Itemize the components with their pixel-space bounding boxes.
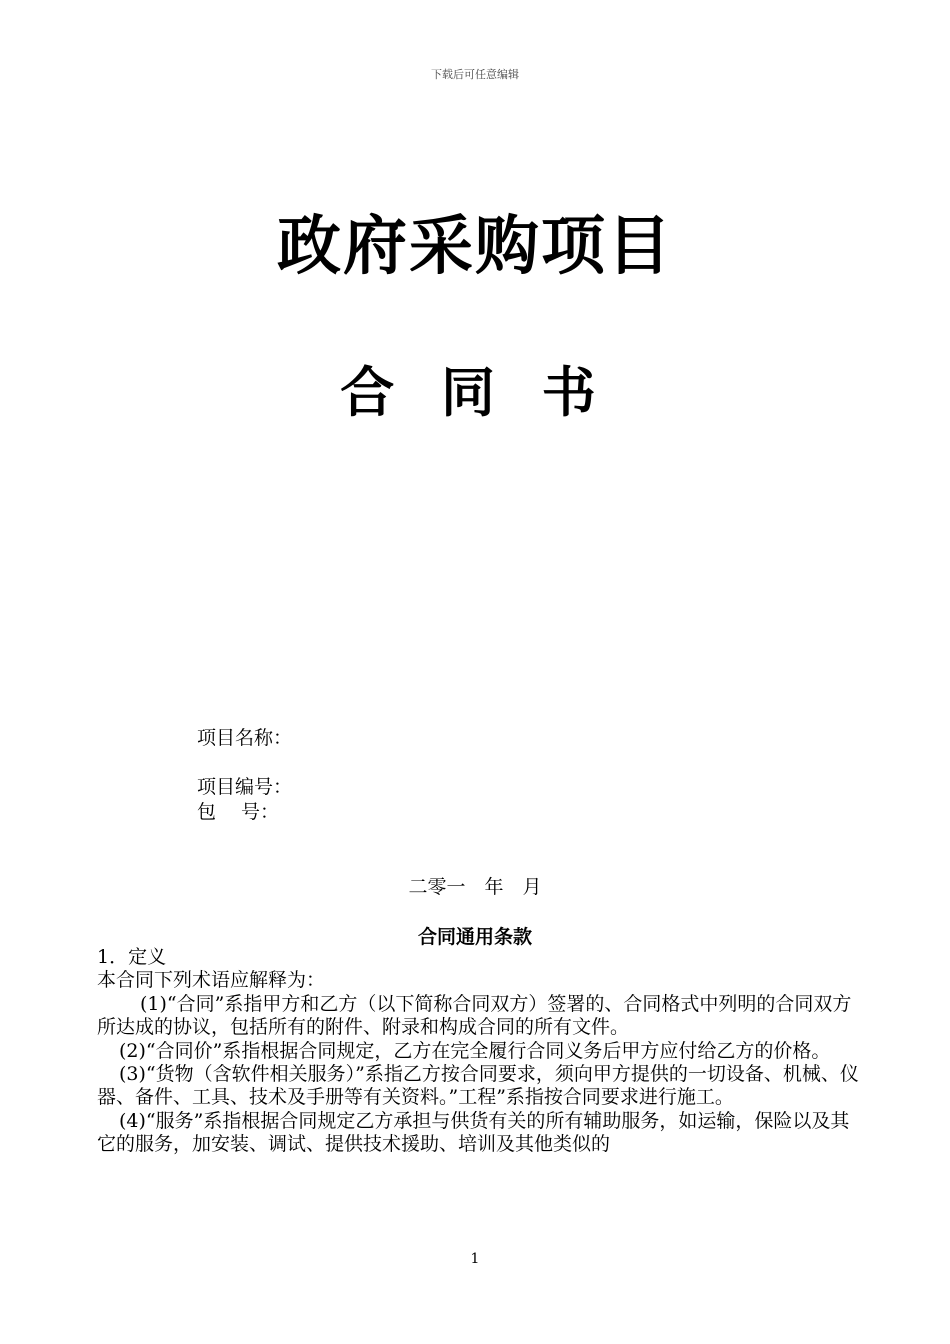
- clause-item-2: (2)“合同价”系指根据合同规定，乙方在完全履行合同义务后甲方应付给乙方的价格。: [119, 1039, 831, 1062]
- page-number: 1: [470, 1251, 480, 1267]
- clause-body: [97, 946, 867, 1157]
- project-name-field: 项目名称：: [197, 727, 293, 749]
- date-line: 二零一 年 月: [408, 876, 542, 898]
- document-subtitle: 合 同 书: [340, 361, 610, 424]
- package-number-field: 包 号：: [197, 801, 280, 823]
- document-title: 政府采购项目: [277, 210, 673, 284]
- section-title: 合同通用条款: [417, 926, 532, 948]
- clause-item-1: (1)“合同”系指甲方和乙方（以下简称合同双方）签署的、合同格式中列明的合同双方所达成的协议，包括所有的附件、附录和构成合同的所有文件。: [97, 992, 852, 1039]
- clause-item-3: (3)“货物（含软件相关服务）”系指乙方按合同要求，须向甲方提供的一切设备、机械、仪器、备件、工具、技术及手册等有关资料。”工程”系指按合同要求进行施工。: [97, 1063, 859, 1109]
- project-number-field: 项目编号：: [197, 776, 293, 798]
- header-note: 下载后可任意编辑: [431, 68, 519, 81]
- clause-heading: 1．定义: [97, 946, 167, 968]
- clause-item-4: (4)“服务”系指根据合同规定乙方承担与供货有关的所有辅助服务，如运输，保险以及其它的服务，加安装、调试、提供技术援助、培训及其他类似的: [97, 1109, 850, 1156]
- clause-intro: 本合同下列术语应解释为：: [97, 969, 326, 992]
